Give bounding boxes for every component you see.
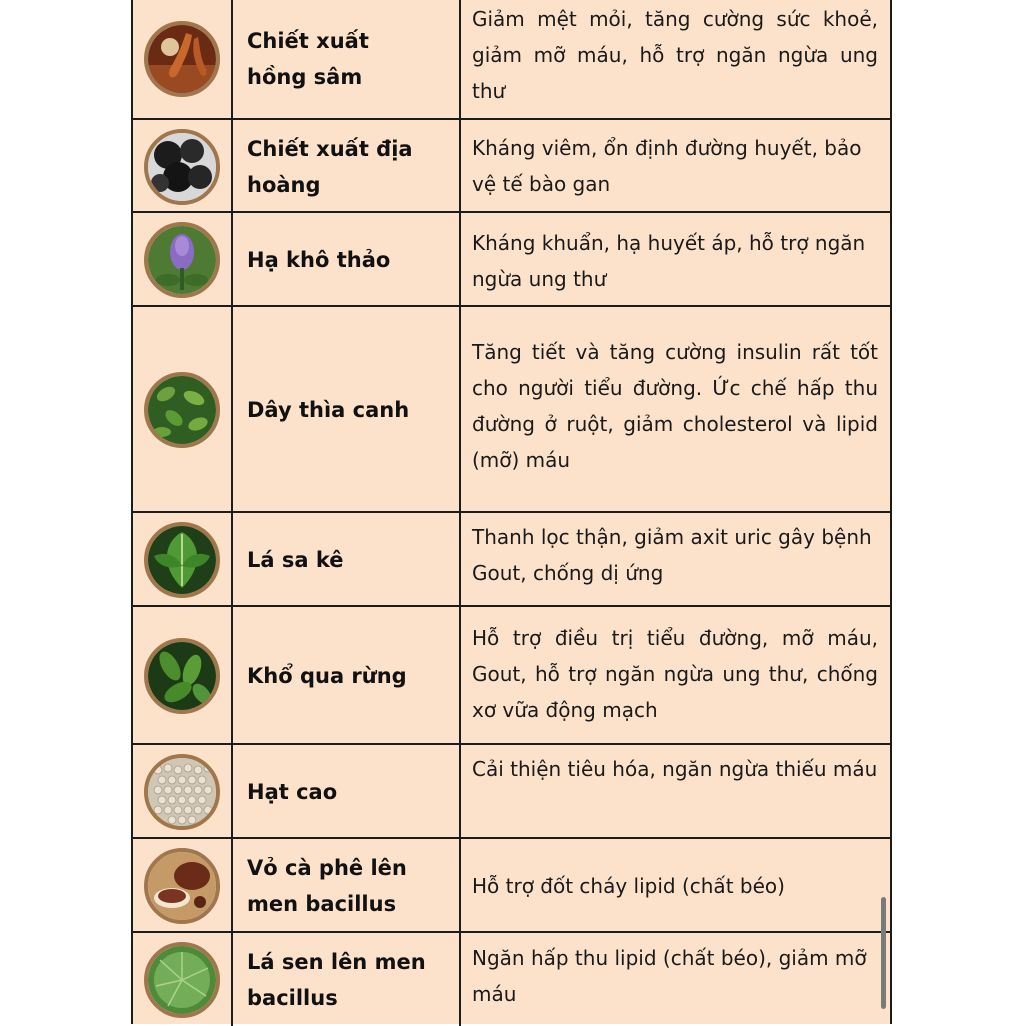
coffee-husk-icon bbox=[144, 848, 220, 924]
table-row bbox=[133, 0, 890, 118]
gymnema-vine-icon bbox=[144, 372, 220, 448]
ingredient-description: Ngăn hấp thu lipid (chất béo), giảm mỡ máu bbox=[472, 946, 867, 1006]
breadfruit-leaf-icon bbox=[144, 522, 220, 598]
ingredient-description: Kháng viêm, ổn định đường huyết, bảo vệ tế bào gan bbox=[472, 136, 862, 196]
ingredient-name: Chiết xuất hồng sâm bbox=[247, 29, 369, 89]
bitter-melon-icon bbox=[144, 638, 220, 714]
ingredient-name: Khổ qua rừng bbox=[247, 664, 407, 688]
self-heal-flower-icon bbox=[144, 222, 220, 298]
ingredient-name: Vỏ cà phê lên men bacillus bbox=[247, 856, 407, 916]
table-row bbox=[133, 743, 890, 839]
ingredient-name: Chiết xuất địa hoàng bbox=[247, 136, 413, 197]
ingredient-description: Cải thiện tiêu hóa, ngăn ngừa thiếu máu bbox=[472, 757, 878, 781]
ingredient-description: Tăng tiết và tăng cường insulin rất tốt cho người tiểu đường. Ức chế hấp thu đường ở ruột, giảm cholesterol và lipid (mỡ) máu bbox=[472, 340, 878, 472]
ingredient-name: Hạ khô thảo bbox=[247, 248, 391, 272]
table-row bbox=[133, 211, 890, 307]
ingredient-description: Thanh lọc thận, giảm axit uric gây bệnh Gout, chống dị ứng bbox=[472, 525, 872, 585]
ingredients-table bbox=[131, 0, 892, 1024]
seeds-icon bbox=[144, 754, 220, 830]
table-row bbox=[133, 837, 890, 933]
lotus-leaf-icon bbox=[144, 942, 220, 1018]
ingredient-description: Hỗ trợ điều trị tiểu đường, mỡ máu, Gout, hỗ trợ ngăn ngừa ung thư, chống xơ vữa động mạch bbox=[472, 626, 878, 722]
table-row bbox=[133, 118, 890, 213]
ingredient-name: Lá sa kê bbox=[247, 548, 344, 572]
ingredient-name: Hạt cao bbox=[247, 780, 338, 804]
red-ginseng-icon bbox=[144, 21, 220, 97]
ingredient-description: Giảm mệt mỏi, tăng cường sức khoẻ, giảm mỡ máu, hỗ trợ ngăn ngừa ung thư bbox=[472, 7, 878, 103]
table-row bbox=[133, 305, 890, 513]
ingredient-description: Kháng khuẩn, hạ huyết áp, hỗ trợ ngăn ngừa ung thư bbox=[472, 231, 866, 291]
scrollbar[interactable] bbox=[881, 897, 886, 1009]
table-row bbox=[133, 605, 890, 745]
table-row bbox=[133, 931, 890, 1026]
rehmannia-icon bbox=[144, 129, 220, 205]
ingredient-name: Lá sen lên men bacillus bbox=[247, 949, 426, 1010]
ingredient-name: Dây thìa canh bbox=[247, 398, 410, 422]
table-row bbox=[133, 511, 890, 607]
ingredient-description: Hỗ trợ đốt cháy lipid (chất béo) bbox=[472, 874, 785, 898]
